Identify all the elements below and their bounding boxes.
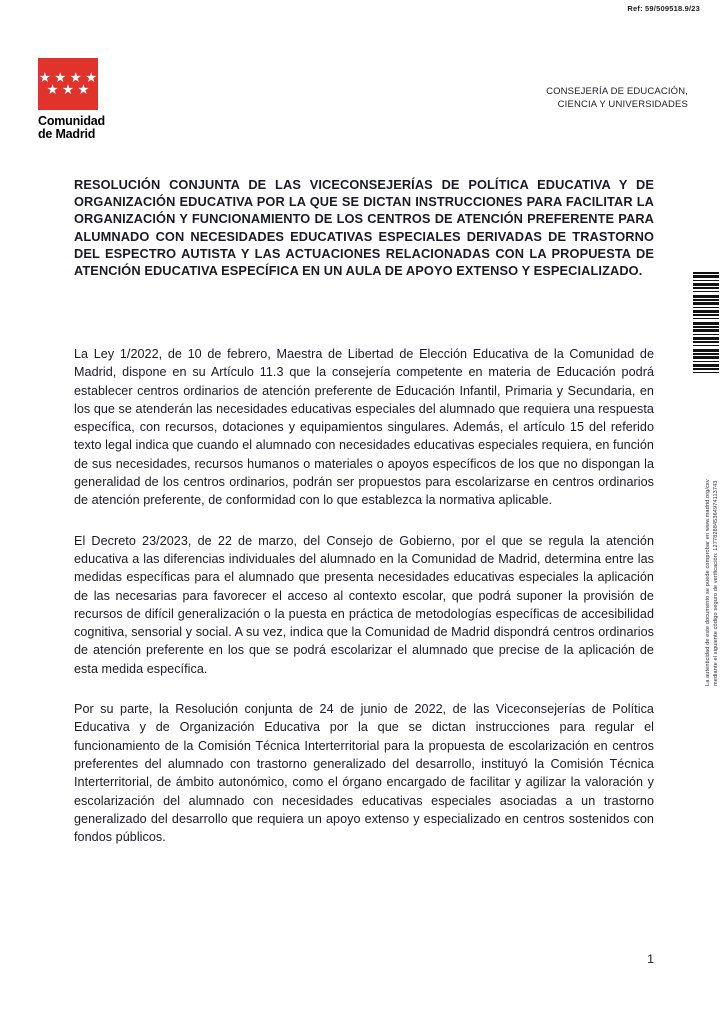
star-row-bottom bbox=[38, 84, 98, 95]
body-paragraph-2: El Decreto 23/2023, de 22 de marzo, del Consejo de Gobierno, por el que se regula la atención educativa a las diferencias individuales del alumnado en la Comunidad de Madrid, determina entre las medidas específicas para el alumnado que presenta necesidades educativas especiales la aplicación de las necesarias para favorecer el acceso al contexto escolar, que podrá suponer la provisión de recursos de difícil generalización o la puesta en práctica de metodologías específicas de accesibilidad cognitiva, sensorial y social. A su vez, indica que la Comunidad de Madrid dispondrá centros ordinarios de atención preferente en los que se podrá escolarizar el alumnado que precise de la aplicación de esta medida específica. bbox=[74, 533, 654, 676]
star-icon bbox=[78, 84, 89, 95]
vertical-barcode bbox=[693, 272, 719, 376]
verification-line-2: mediante el siguiente código seguro de verificación: 1277828845364974113743 bbox=[712, 480, 719, 686]
comunidad-de-madrid-logo bbox=[38, 58, 134, 141]
star-row-top bbox=[38, 72, 98, 83]
consejeria-line-2: CIENCIA Y UNIVERSIDADES bbox=[557, 98, 688, 110]
body-paragraph-3: Por su parte, la Resolución conjunta de 24 de junio de 2022, de las Viceconsejerías de Política Educativa y de Organización Educativa por la que se dictan instrucciones para regular el funcionamiento de la Comisión Técnica Interterritorial para la propuesta de escolarización en centros preferentes del alumnado con trastorno generalizado del desarrollo, instituyó la Comisión Técnica Interterritorial, de ámbito autonómico, como el órgano encargado de facilitar y agilizar la valoración y escolarización del alumnado con necesidades educativas especiales asociadas a un trastorno generalizado del desarrollo que requiera un apoyo extenso y especializado en centros sostenidos con fondos públicos. bbox=[74, 702, 654, 845]
consejeria-heading bbox=[546, 86, 688, 111]
document-reference: Ref: 59/509518.9/23 bbox=[627, 4, 700, 13]
logo-wordmark-line2: de Madrid bbox=[38, 127, 96, 141]
verification-sidebar bbox=[692, 272, 722, 686]
verification-text bbox=[692, 386, 718, 686]
page-title: RESOLUCIÓN CONJUNTA DE LAS VICECONSEJERÍAS DE POLÍTICA EDUCATIVA Y DE ORGANIZACIÓN EDUCATIVA POR LA QUE SE DICTAN INSTRUCCIONES PARA FACILITAR LA ORGANIZACIÓN Y FUNCIONAMIENTO DE LOS CENTROS DE ATENCIÓN PREFERENTE PARA ALUMNADO CON NECESIDADES EDUCATIVAS ESPECIALES DERIVADAS DE TRASTORNO DEL ESPECTRO AUTISTA Y LAS ACTUACIONES RELACIONADAS CON LA PROPUESTA DE ATENCIÓN EDUCATIVA ESPECÍFICA EN UN AULA DE APOYO EXTENSO Y ESPECIALIZADO. bbox=[74, 177, 654, 279]
logo-red-square bbox=[38, 58, 98, 110]
verification-line-1: La autenticidad de este documento se puede comprobar en www.madrid.org/csv bbox=[705, 479, 711, 686]
star-icon bbox=[47, 84, 58, 95]
logo-stars bbox=[38, 72, 98, 95]
consejeria-line-1: CONSEJERÍA DE EDUCACIÓN, bbox=[546, 86, 688, 97]
star-icon bbox=[86, 72, 97, 83]
logo-wordmark-line1: Comunidad bbox=[38, 114, 105, 128]
verification-text-rotated bbox=[705, 386, 720, 686]
body-paragraph-1: La Ley 1/2022, de 10 de febrero, Maestra de Libertad de Elección Educativa de la Comunidad de Madrid, dispone en su Artículo 11.3 que la consejería competente en materia de Educación podrá establecer centros ordinarios de atención preferente de Educación Infantil, Primaria y Secundaria, en los que se atenderán las necesidades educativas especiales del alumnado que requiera una respuesta específica, con recursos, dotaciones y equipamientos singulares. Además, el artículo 15 del referido texto legal indica que cuando el alumnado con necesidades educativas especiales requiera, en función de sus necesidades, recursos humanos o materiales o apoyos específicos de los que no dispongan la generalidad de los centros ordinarios, podrán ser propuestos para escolarizarse en centros ordinarios de atención preferente, de conformidad con lo que establezca la normativa aplicable. bbox=[74, 347, 654, 508]
document-body bbox=[74, 345, 654, 846]
document-header bbox=[0, 58, 726, 148]
star-icon bbox=[39, 72, 50, 83]
logo-wordmark bbox=[38, 115, 134, 141]
page-number: 1 bbox=[647, 952, 654, 966]
star-icon bbox=[63, 84, 74, 95]
